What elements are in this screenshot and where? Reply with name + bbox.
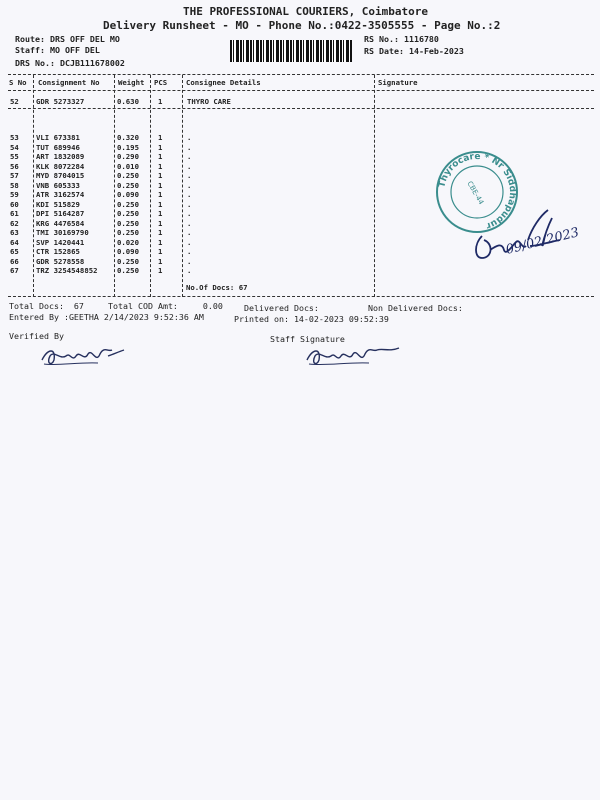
cell-sno: 59	[10, 190, 19, 199]
cell-weight: 0.020	[117, 237, 139, 247]
cell-consignee: .	[187, 247, 192, 256]
cell-consignment: GDR 5273327	[36, 97, 85, 106]
total-docs: Total Docs: 67	[9, 301, 84, 311]
cell-weight: 0.250	[117, 199, 139, 209]
cell-weight: 0.250	[117, 180, 139, 190]
cell-consignee: .	[187, 152, 192, 161]
entered-by: Entered By :GEETHA 2/14/2023 9:52:36 AM	[9, 312, 204, 322]
drs-number: DRS No.: DCJB111678002	[15, 58, 125, 68]
cell-pcs: 1	[158, 247, 163, 256]
stamp-ring-text: Thyrocare * Nr Siddhapudur	[437, 151, 518, 231]
col-header-weight: Weight	[118, 78, 145, 87]
cell-weight: 0.290	[117, 152, 139, 161]
cell-consignment: TRZ 3254548852	[36, 266, 98, 275]
company-title: THE PROFESSIONAL COURIERS, Coimbatore	[183, 5, 429, 18]
row-separator	[8, 108, 594, 109]
cell-consignment: VLI 673381	[36, 133, 80, 142]
cell-consignee: .	[187, 161, 192, 171]
cell-weight: 0.250	[117, 228, 139, 237]
cell-consignment: ART 1832089	[36, 152, 85, 161]
table-header-line	[8, 90, 594, 91]
delivered-docs: Delivered Docs:	[244, 303, 319, 313]
cell-pcs: 1	[158, 133, 163, 142]
cell-pcs: 1	[158, 237, 163, 247]
cell-weight: 0.250	[117, 256, 139, 266]
cell-consignment: CTR 152865	[36, 247, 80, 256]
staff-label: Staff: MO OFF DEL	[15, 45, 100, 55]
cell-pcs: 1	[158, 266, 163, 275]
col-header-pcs: PCS	[154, 78, 168, 87]
non-delivered-docs: Non Delivered Docs:	[368, 303, 463, 313]
cell-sno: 65	[10, 247, 19, 256]
cell-pcs: 1	[158, 190, 163, 199]
cell-sno: 66	[10, 256, 19, 266]
staff-signature	[303, 342, 413, 372]
cell-consignee: .	[187, 133, 192, 142]
cell-pcs: 1	[158, 142, 163, 152]
table-row	[0, 266, 600, 276]
cell-sno: 55	[10, 152, 19, 161]
total-cod: Total COD Amt: 0.00	[108, 301, 223, 311]
cell-consignment: VNB 605333	[36, 180, 80, 190]
cell-consignee: .	[187, 180, 192, 190]
cell-consignment: SVP 1420441	[36, 237, 85, 247]
cell-pcs: 1	[158, 97, 163, 106]
runsheet-subtitle: Delivery Runsheet - MO - Phone No.:0422-3505555 - Page No.:2	[103, 19, 501, 32]
cell-sno: 58	[10, 180, 19, 190]
staff-signature-label: Staff Signature	[270, 334, 345, 344]
cell-weight: 0.090	[117, 247, 139, 256]
cell-consignee: .	[187, 237, 192, 247]
cell-sno: 56	[10, 161, 19, 171]
stamp-center-text: CBE-44	[465, 179, 486, 207]
cell-consignee: .	[187, 142, 192, 152]
cell-pcs: 1	[158, 171, 163, 180]
barcode-image	[230, 40, 352, 62]
cell-sno: 53	[10, 133, 19, 142]
cell-pcs: 1	[158, 228, 163, 237]
cell-weight: 0.195	[117, 142, 139, 152]
cell-consignment: TUT 689946	[36, 142, 80, 152]
table-row	[0, 133, 600, 143]
cell-consignment: GDR 5278558	[36, 256, 85, 266]
cell-pcs: 1	[158, 209, 163, 218]
cell-consignee: .	[187, 171, 192, 180]
cell-sno: 54	[10, 142, 19, 152]
cell-weight: 0.630	[117, 97, 139, 106]
col-header-signature: Signature	[378, 78, 418, 87]
cell-consignment: TMI 30169790	[36, 228, 89, 237]
printed-on: Printed on: 14-02-2023 09:52:39	[234, 314, 389, 324]
cell-weight: 0.250	[117, 218, 139, 228]
signature-date-handwritten: 09/02/2023	[504, 225, 581, 258]
cell-consignee: .	[187, 266, 192, 275]
col-header-consignment: Consignment No	[38, 78, 100, 87]
cell-sno: 64	[10, 237, 19, 247]
col-header-sno: S No	[9, 78, 27, 87]
cell-consignee: .	[187, 190, 192, 199]
route-label: Route: DRS OFF DEL MO	[15, 34, 120, 44]
cell-pcs: 1	[158, 218, 163, 228]
cell-consignee: .	[187, 199, 192, 209]
table-row	[0, 97, 600, 107]
cell-weight: 0.320	[117, 133, 139, 142]
cell-weight: 0.010	[117, 161, 139, 171]
cell-sno: 57	[10, 171, 19, 180]
cell-consignee: .	[187, 209, 192, 218]
cell-pcs: 1	[158, 152, 163, 161]
cell-consignment: KLK 8072284	[36, 161, 85, 171]
cell-sno: 67	[10, 266, 19, 275]
rs-date: RS Date: 14-Feb-2023	[364, 46, 464, 56]
cell-sno: 61	[10, 209, 19, 218]
cell-pcs: 1	[158, 161, 163, 171]
cell-weight: 0.090	[117, 190, 139, 199]
cell-consignee: .	[187, 256, 192, 266]
cell-consignment: ATR 3162574	[36, 190, 85, 199]
cell-consignee: THYRO CARE	[187, 97, 231, 106]
cell-pcs: 1	[158, 256, 163, 266]
verified-by-label: Verified By	[9, 331, 64, 341]
cell-weight: 0.250	[117, 171, 139, 180]
cell-sno: 60	[10, 199, 19, 209]
no-of-docs: No.Of Docs: 67	[186, 283, 248, 292]
table-top-line	[8, 74, 594, 75]
col-header-consignee: Consignee Details	[186, 78, 261, 87]
cell-consignment: DPI 5164287	[36, 209, 85, 218]
cell-weight: 0.250	[117, 266, 139, 275]
cell-sno: 62	[10, 218, 19, 228]
cell-consignment: KDI 515829	[36, 199, 80, 209]
verified-signature	[38, 342, 138, 372]
cell-consignee: .	[187, 218, 192, 228]
cell-consignment: MYD 8704015	[36, 171, 85, 180]
cell-pcs: 1	[158, 180, 163, 190]
rs-number: RS No.: 1116780	[364, 34, 439, 44]
cell-consignee: .	[187, 228, 192, 237]
cell-sno: 52	[10, 97, 19, 106]
table-bottom-line	[8, 296, 594, 297]
cell-consignment: KRG 4476584	[36, 218, 85, 228]
cell-pcs: 1	[158, 199, 163, 209]
cell-weight: 0.250	[117, 209, 139, 218]
cell-sno: 63	[10, 228, 19, 237]
